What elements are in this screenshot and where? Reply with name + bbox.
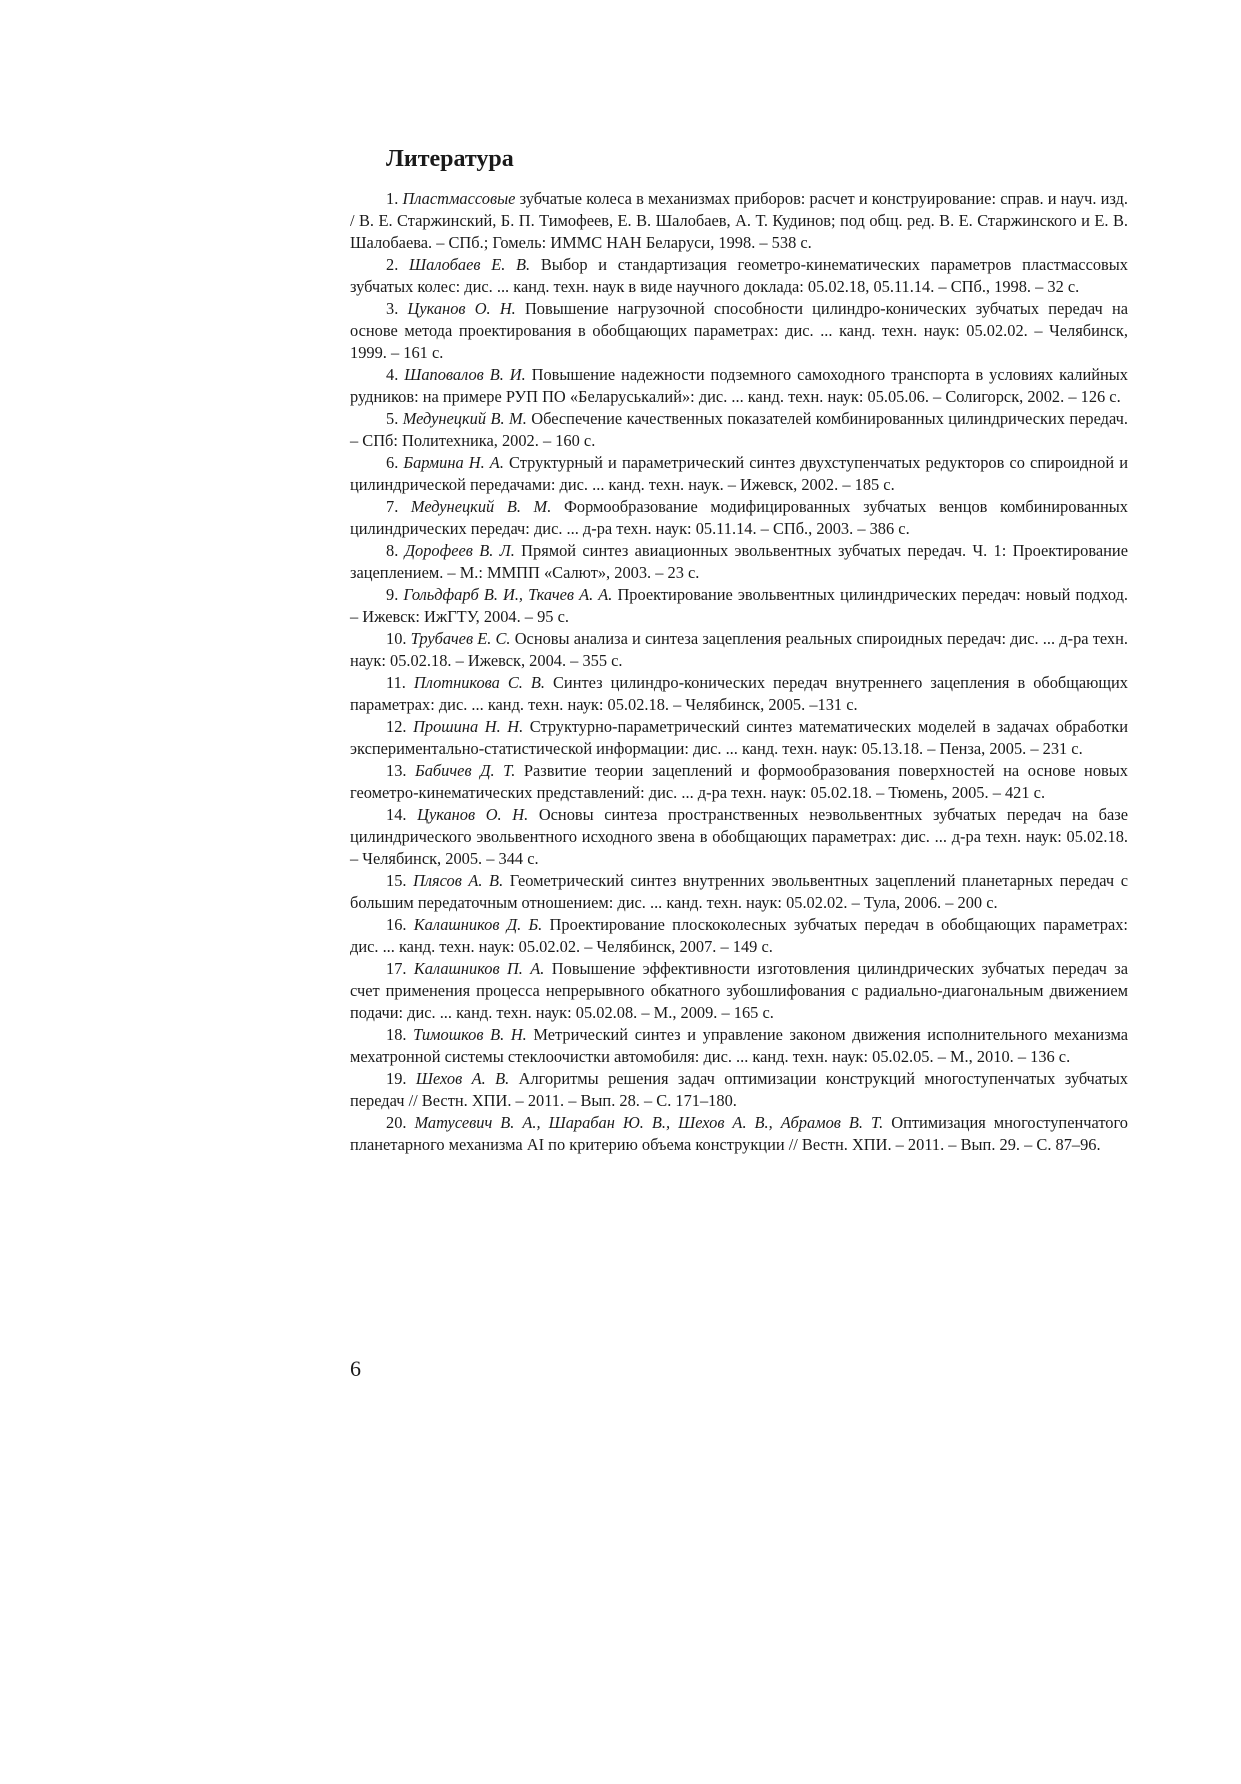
reference-text: Основы анализа и синтеза зацепления реальных спироидных передач: дис. ... д-ра техн. наук: 05.02.18. – Ижевск, 2004. – 355 с. <box>350 628 1128 670</box>
reference-text: Геометрический синтез внутренних эвольвентных зацеплений планетарных передач с большим передаточным отношением: дис. ... канд. техн. наук: 05.02.02. – Тула, 2006. – 200 с. <box>350 870 1128 912</box>
reference-item <box>350 584 1128 628</box>
reference-item <box>350 540 1128 584</box>
reference-number: 10. <box>386 628 407 648</box>
reference-text: Проектирование плоскоколесных зубчатых передач в обобщающих параметрах: дис. ... канд. техн. наук: 05.02.02. – Челябинск, 2007. – 149 с. <box>350 914 1128 956</box>
reference-authors: Прошина Н. Н. <box>413 716 524 736</box>
reference-authors: Дорофеев В. Л. <box>404 540 515 560</box>
reference-text: Выбор и стандартизация геометро-кинематических параметров пластмассовых зубчатых колес: дис. ... канд. техн. наук в виде научного доклада: 05.02.18, 05.11.14. – СПб., 1998. – 32 с. <box>350 254 1128 296</box>
reference-number: 18. <box>386 1024 407 1044</box>
reference-authors: Цуканов О. Н. <box>407 298 516 318</box>
reference-item <box>350 254 1128 298</box>
page-number: 6 <box>350 1356 361 1381</box>
reference-number: 20. <box>386 1112 407 1132</box>
reference-authors: Тимошков В. Н. <box>413 1024 527 1044</box>
reference-authors: Калашников П. А. <box>413 958 545 978</box>
section-heading: Литература <box>386 146 514 172</box>
reference-item <box>350 1112 1128 1156</box>
reference-text: Метрический синтез и управление законом движения исполнительного механизма мехатронной системы стеклоочистки автомобиля: дис. ... канд. техн. наук: 05.02.05. – М., 2010. – 136 с. <box>350 1024 1128 1066</box>
reference-item <box>350 760 1128 804</box>
reference-number: 1. <box>386 188 399 208</box>
reference-item <box>350 804 1128 870</box>
reference-item <box>350 188 1128 254</box>
reference-text: Прямой синтез авиационных эвольвентных зубчатых передач. Ч. 1: Проектирование зацеплением. – М.: ММПП «Салют», 2003. – 23 с. <box>350 540 1128 582</box>
reference-text: Повышение нагрузочной способности цилиндро-конических зубчатых передач на основе метода проектирования в обобщающих параметрах: дис. ... канд. техн. наук: 05.02.02. – Челябинск, 1999. – 161 с. <box>350 298 1129 362</box>
reference-number: 13. <box>386 760 407 780</box>
reference-item <box>350 914 1128 958</box>
reference-number: 15. <box>386 870 407 890</box>
reference-number: 5. <box>386 408 399 428</box>
reference-number: 2. <box>386 254 399 274</box>
reference-number: 19. <box>386 1068 407 1088</box>
reference-item <box>350 408 1128 452</box>
reference-item <box>350 298 1128 364</box>
reference-text: Обеспечение качественных показателей комбинированных цилиндрических передач. – СПб: Политехника, 2002. – 160 с. <box>350 408 1128 450</box>
reference-item <box>350 716 1128 760</box>
reference-number: 9. <box>386 584 399 604</box>
reference-item <box>350 628 1128 672</box>
reference-number: 4. <box>386 364 399 384</box>
reference-text: Основы синтеза пространственных неэвольвентных зубчатых передач на базе цилиндрического эвольвентного исходного звена в обобщающих параметрах: дис. ... д-ра техн. наук: 05.02.18. – Челябинск, 2005. – 344 с. <box>350 804 1128 868</box>
reference-text: Формообразование модифицированных зубчатых венцов комбинированных цилиндрических передач: дис. ... д-ра техн. наук: 05.11.14. – СПб., 2003. – 386 с. <box>350 496 1128 538</box>
reference-list <box>350 188 1128 1156</box>
reference-number: 6. <box>386 452 399 472</box>
reference-authors: Бармина Н. А. <box>403 452 504 472</box>
reference-authors: Шалобаев Е. В. <box>409 254 531 274</box>
reference-item <box>350 452 1128 496</box>
reference-text: Оптимизация многоступенчатого планетарного механизма AI по критерию объема конструкции // Вестн. ХПИ. – 2011. – Вып. 29. – С. 87–96. <box>350 1112 1128 1154</box>
reference-number: 11. <box>386 672 406 692</box>
reference-number: 17. <box>386 958 407 978</box>
reference-number: 14. <box>386 804 407 824</box>
reference-authors: Медунецкий В. М. <box>410 496 552 516</box>
reference-text: Алгоритмы решения задач оптимизации конструкций многоступенчатых зубчатых передач // Вестн. ХПИ. – 2011. – Вып. 28. – С. 171–180. <box>350 1068 1128 1110</box>
reference-item <box>350 496 1128 540</box>
reference-text: Синтез цилиндро-конических передач внутреннего зацепления в обобщающих параметрах: дис. ... канд. техн. наук: 05.02.18. – Челябинск, 2005. –131 с. <box>350 672 1128 714</box>
reference-text: Проектирование эвольвентных цилиндрических передач: новый подход. – Ижевск: ИжГТУ, 2004. – 95 с. <box>350 584 1129 626</box>
reference-text: Повышение надежности подземного самоходного транспорта в условиях калийных рудников: на примере РУП ПО «Беларуськалий»: дис. ... канд. техн. наук: 05.05.06. – Солигорск, 2002. – 126 с. <box>350 364 1128 406</box>
reference-authors: Плотникова С. В. <box>413 672 545 692</box>
reference-authors: Медунецкий В. М. <box>402 408 527 428</box>
reference-number: 7. <box>386 496 399 516</box>
reference-authors: Трубачев Е. С. <box>410 628 511 648</box>
reference-authors: Матусевич В. А., Шарабан Ю. В., Шехов А. В., Абрамов В. Т. <box>414 1112 884 1132</box>
reference-text: Структурный и параметрический синтез двухступенчатых редукторов со спироидной и цилиндрической передачами: дис. ... канд. техн. наук. – Ижевск, 2002. – 185 с. <box>350 452 1128 494</box>
reference-authors: Пластмассовые <box>402 188 516 208</box>
reference-number: 16. <box>386 914 407 934</box>
reference-number: 3. <box>386 298 399 318</box>
reference-authors: Плясов А. В. <box>413 870 504 890</box>
reference-item <box>350 672 1128 716</box>
reference-item <box>350 870 1128 914</box>
reference-authors: Калашников Д. Б. <box>413 914 543 934</box>
reference-text: зубчатые колеса в механизмах приборов: расчет и конструирование: справ. и науч. изд. / В. Е. Старжинский, Б. П. Тимофеев, Е. В. Шалобаев, А. Т. Кудинов; под общ. ред. В. Е. Старжинского и Е. В. Шалобаева. – СПб.; Гомель: ИММС НАН Беларуси, 1998. – 538 с. <box>350 188 1128 252</box>
reference-authors: Цуканов О. Н. <box>417 804 529 824</box>
reference-authors: Шаповалов В. И. <box>404 364 526 384</box>
reference-text: Развитие теории зацеплений и формообразования поверхностей на основе новых геометро-кинематических представлений: дис. ... д-ра техн. наук: 05.02.18. – Тюмень, 2005. – 421 с. <box>350 760 1128 802</box>
reference-number: 8. <box>386 540 399 560</box>
page-content <box>350 145 1128 1156</box>
reference-text: Структурно-параметрический синтез математических моделей в задачах обработки экспериментально-статистической информации: дис. ... канд. техн. наук: 05.13.18. – Пенза, 2005. – 231 с. <box>350 716 1128 758</box>
reference-authors: Гольдфарб В. И., Ткачев А. А. <box>403 584 613 604</box>
reference-item <box>350 1068 1128 1112</box>
reference-item <box>350 364 1128 408</box>
reference-item <box>350 1024 1128 1068</box>
reference-text: Повышение эффективности изготовления цилиндрических зубчатых передач за счет применения процесса непрерывного обкатного зубошлифования с радиально-диагональным движением подачи: дис. ... канд. техн. наук: 05.02.08. – М., 2009. – 165 с. <box>350 958 1128 1022</box>
reference-authors: Бабичев Д. Т. <box>415 760 516 780</box>
reference-item <box>350 958 1128 1024</box>
reference-number: 12. <box>386 716 407 736</box>
reference-authors: Шехов А. В. <box>415 1068 510 1088</box>
